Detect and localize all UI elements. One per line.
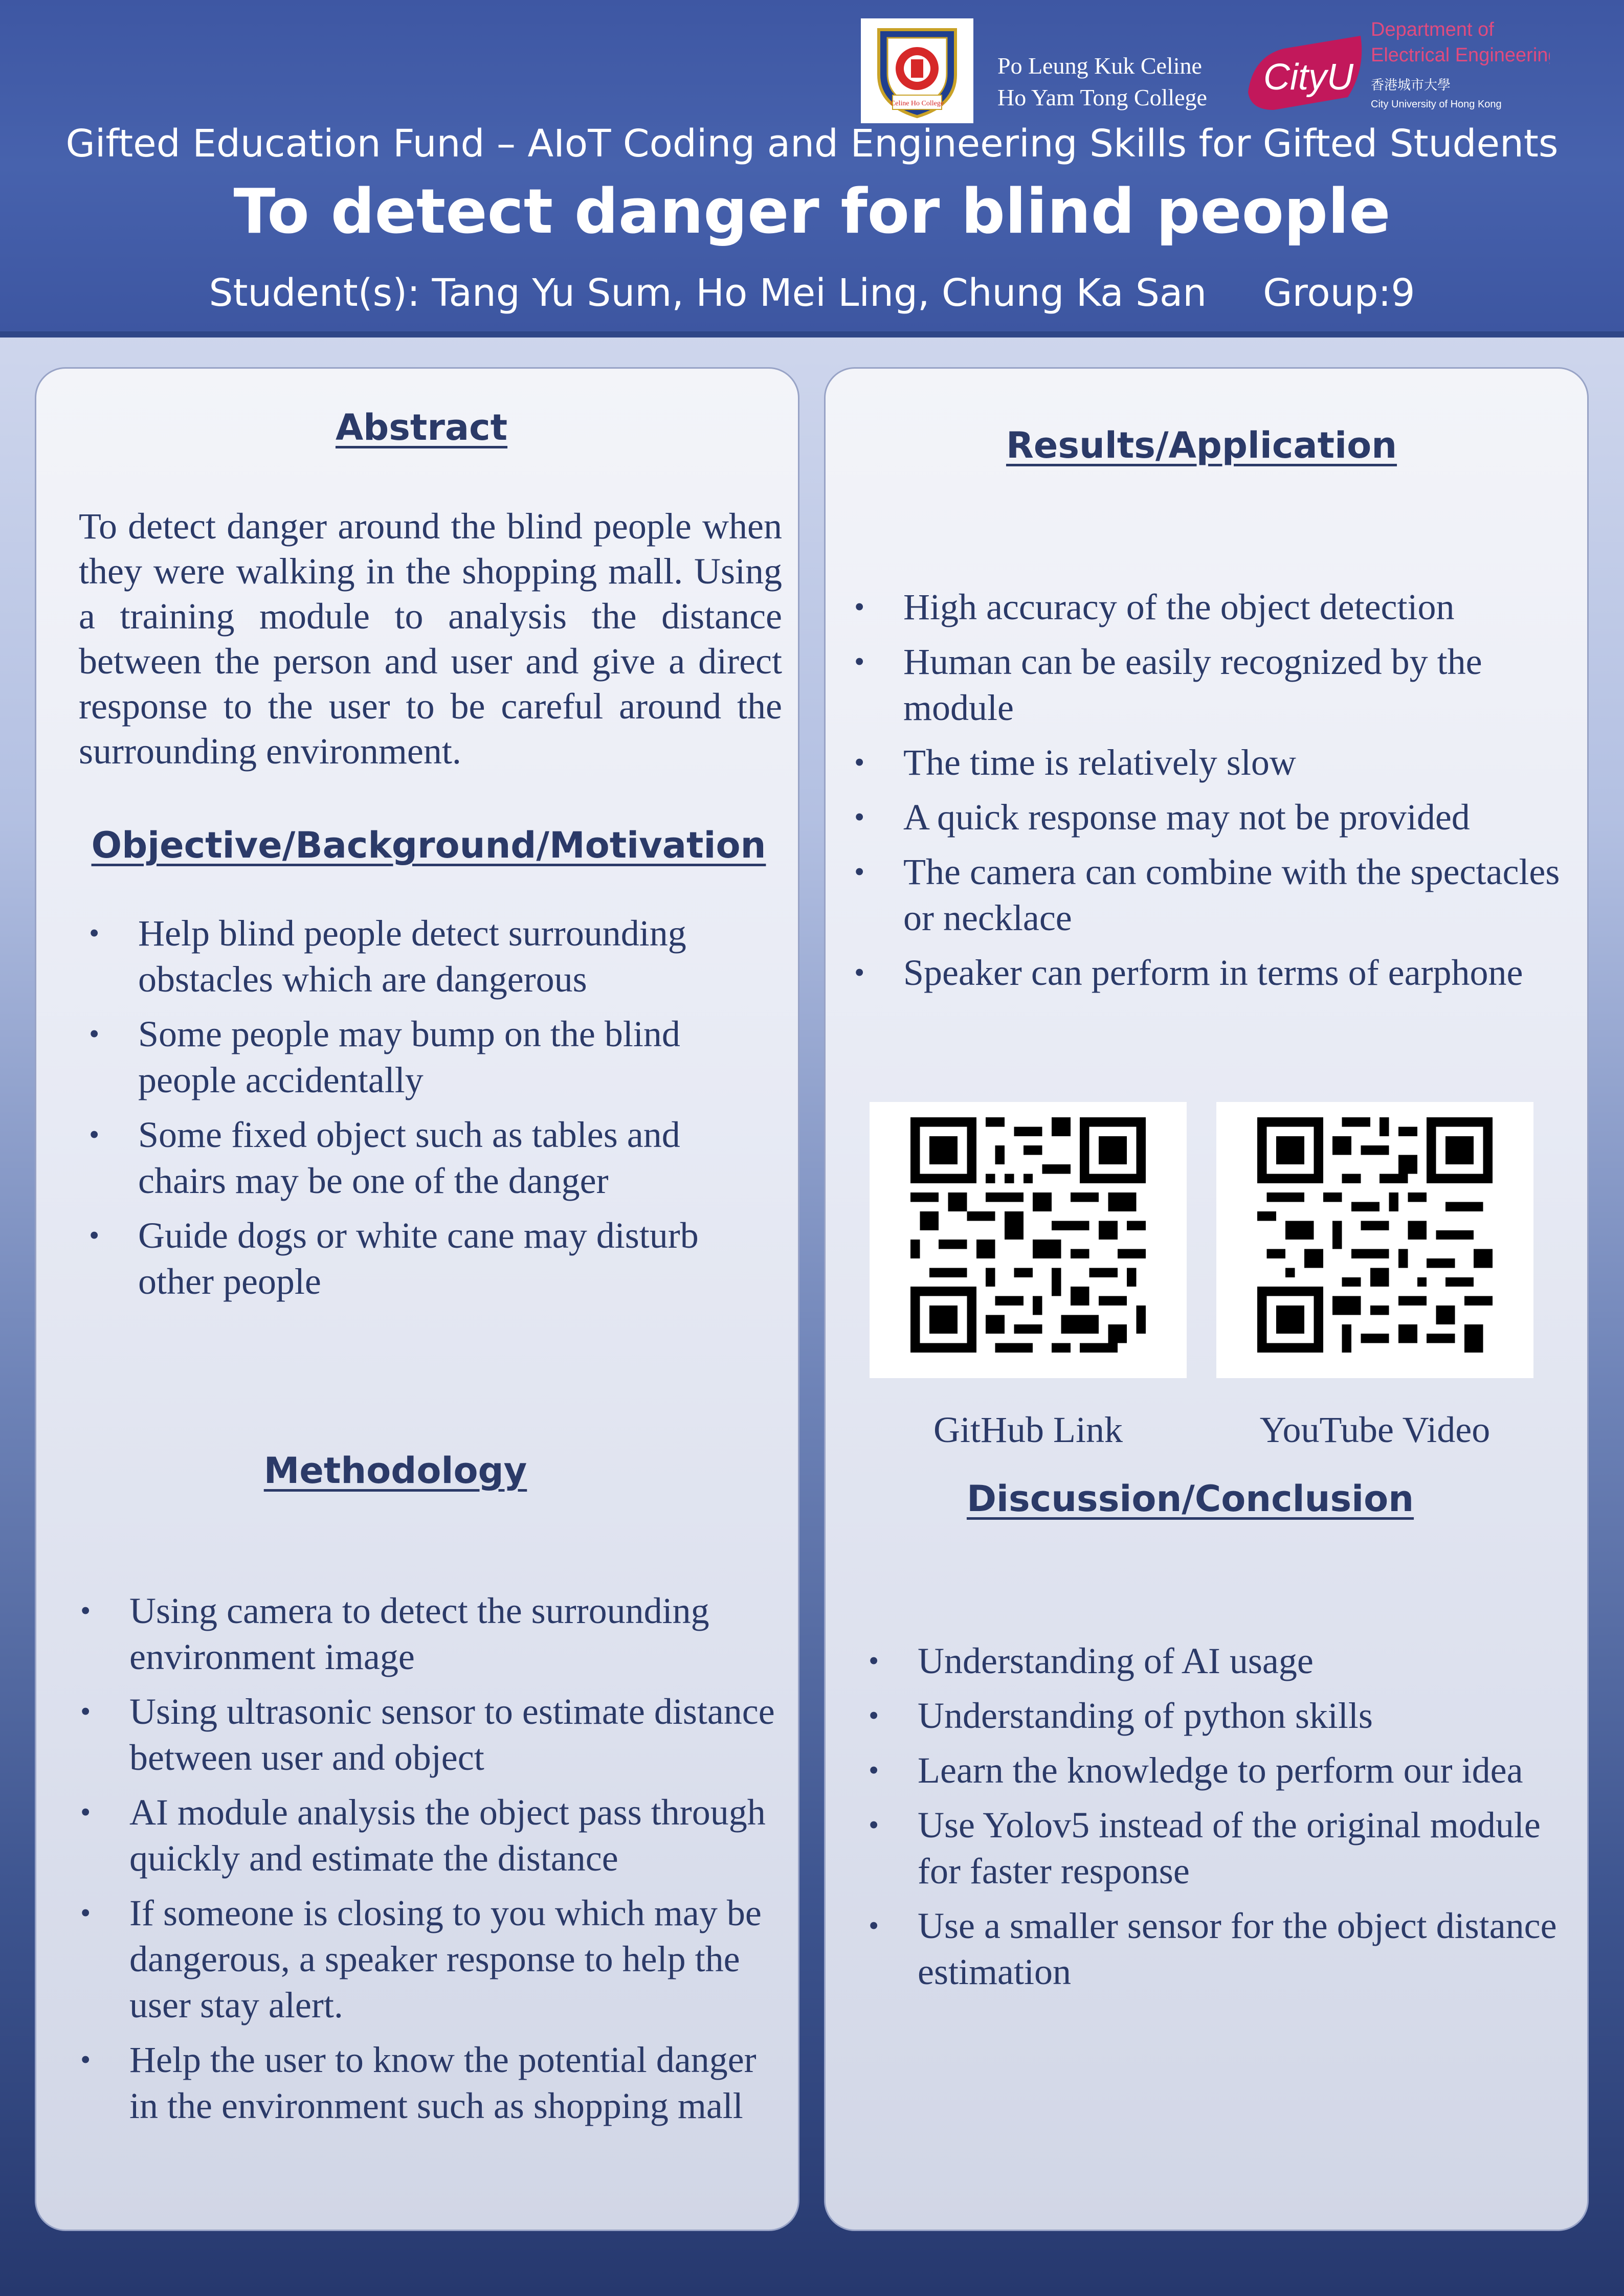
methodology-list (70, 1588, 781, 2137)
poster-title: To detect danger for blind people (233, 176, 1391, 247)
bullet-icon: • (869, 1753, 879, 1787)
list-item: • Learn the knowledge to perform our idea (858, 1747, 1569, 1793)
bullet-icon: • (854, 956, 865, 989)
list-item: • Understanding of python skills (858, 1693, 1569, 1739)
objective-heading: Objective/Background/Motivation (91, 824, 766, 866)
discussion-heading: Discussion/Conclusion (966, 1478, 1414, 1520)
student-names: Student(s): Tang Yu Sum, Ho Mei Ling, Chung Ka San (209, 271, 1207, 315)
bullet-icon: • (89, 916, 100, 950)
bullet-icon: • (854, 800, 865, 834)
list-item: • If someone is closing to you which may be dangerous, a speaker response to help the user stay alert. (70, 1890, 781, 2028)
bullet-icon: • (80, 1695, 91, 1728)
list-item: • The time is relatively slow (844, 739, 1570, 785)
bullet-icon: • (89, 1118, 100, 1151)
youtube-video-caption[interactable]: YouTube Video (1259, 1409, 1490, 1450)
school-name (997, 50, 1207, 114)
github-qr-code[interactable] (870, 1102, 1187, 1378)
youtube-qr-code[interactable] (1216, 1102, 1533, 1378)
abstract-heading: Abstract (335, 407, 508, 448)
bullet-icon: • (80, 1795, 91, 1829)
bullet-icon: • (89, 1219, 100, 1252)
bullet-icon: • (854, 855, 865, 888)
bullet-icon: • (869, 1699, 879, 1732)
results-heading: Results/Application (1006, 424, 1397, 466)
bullet-icon: • (80, 1896, 91, 1929)
school-name-line2: Ho Yam Tong College (997, 84, 1207, 110)
group-number: Group:9 (1263, 271, 1415, 315)
list-item: • Understanding of AI usage (858, 1638, 1569, 1684)
results-list (844, 584, 1570, 1004)
cityu-wordmark: CityU (1263, 57, 1353, 98)
list-item: • Use a smaller sensor for the object distance estimation (858, 1903, 1569, 1995)
qr-code-icon (910, 1117, 1146, 1353)
bullet-icon: • (854, 746, 865, 779)
list-item: • High accuracy of the object detection (844, 584, 1570, 630)
methodology-heading: Methodology (263, 1450, 527, 1492)
univ-chinese-name: 香港城市大學 (1371, 78, 1451, 93)
bullet-icon: • (869, 1644, 879, 1677)
dept-line1: Department of (1371, 20, 1494, 40)
bullet-icon: • (80, 2043, 91, 2076)
school-name-line1: Po Leung Kuk Celine (997, 53, 1202, 79)
abstract-text: To detect danger around the blind people when they were walking in the shopping mall. Using a training module to analysis the distance between the person and user and give a direct response to the user to be careful around the surrounding environment. (79, 506, 782, 772)
bullet-icon: • (869, 1909, 879, 1942)
bullet-icon: • (89, 1017, 100, 1050)
list-item: • A quick response may not be provided (844, 794, 1570, 840)
list-item: • Using ultrasonic sensor to estimate distance between user and object (70, 1689, 781, 1781)
bullet-icon: • (869, 1808, 879, 1841)
crest-text: Celine Ho College (890, 100, 944, 107)
github-link-caption[interactable]: GitHub Link (933, 1409, 1123, 1450)
list-item: • Use Yolov5 instead of the original module for faster response (858, 1802, 1569, 1894)
discussion-list (858, 1638, 1569, 2004)
list-item: • AI module analysis the object pass through quickly and estimate the distance (70, 1789, 781, 1881)
list-item: • Using camera to detect the surrounding environment image (70, 1588, 781, 1680)
list-item: • Help the user to know the potential danger in the environment such as shopping mall (70, 2037, 781, 2129)
list-item: • Speaker can perform in terms of earphone (844, 950, 1570, 996)
fund-subtitle: Gifted Education Fund – AIoT Coding and Engineering Skills for Gifted Students (65, 122, 1559, 166)
list-item: • Some people may bump on the blind people accidentally (79, 1011, 733, 1103)
list-item: • The camera can combine with the spectacles or necklace (844, 849, 1570, 941)
list-item: • Some fixed object such as tables and chairs may be one of the danger (79, 1112, 733, 1204)
cityu-logo (1243, 20, 1550, 115)
dept-line2: Electrical Engineering (1371, 44, 1550, 66)
bullet-icon: • (854, 645, 865, 678)
bullet-icon: • (80, 1594, 91, 1627)
bullet-icon: • (854, 590, 865, 623)
list-item: • Human can be easily recognized by the module (844, 639, 1570, 731)
school-crest-logo (861, 18, 973, 123)
qr-code-icon (1257, 1117, 1493, 1353)
univ-english-name: City University of Hong Kong (1371, 99, 1502, 110)
students-line (0, 271, 1624, 315)
list-item: • Help blind people detect surrounding obstacles which are dangerous (79, 910, 733, 1002)
header-banner (0, 0, 1624, 337)
list-item: • Guide dogs or white cane may disturb other people (79, 1212, 733, 1304)
objective-list (79, 910, 733, 1313)
